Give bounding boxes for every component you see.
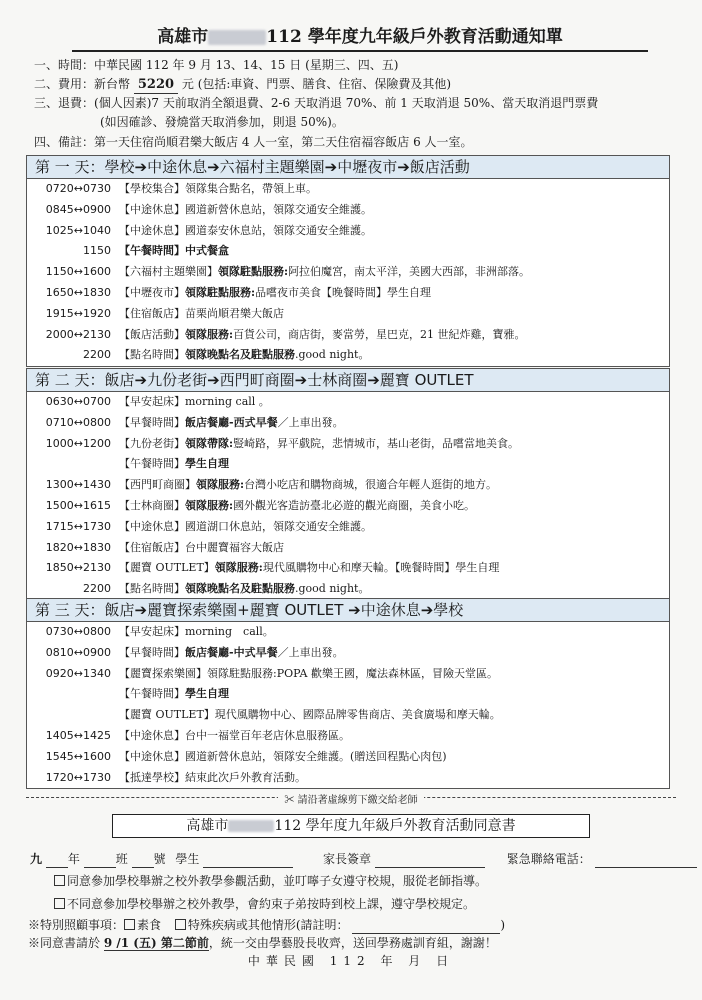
schedule-time: 1650↔1830 [45,285,111,299]
schedule-time: 1405↔1425 [45,728,111,742]
schedule-row [27,579,669,600]
schedule-tag: 【早安起床】 [119,395,185,408]
schedule-time: 1715↔1730 [45,519,111,533]
schedule-tag: 【午餐時間】 [119,687,185,701]
schedule-time: 0630↔0700 [45,395,111,408]
schedule-desc [119,558,499,579]
vegetarian-checkbox[interactable] [124,919,135,930]
day-one-schedule [26,155,670,367]
schedule-desc [119,475,497,496]
schedule-desc [119,283,431,304]
schedule-tag: 【麗寶 OUTLET】 [119,708,215,722]
day-two-schedule [26,368,670,601]
schedule-text: 阿拉伯魔宮，南太平洋，美國大西部，非洲部落。 [288,265,531,279]
schedule-tag: 【士林商圈】 [119,498,185,512]
day-two-rows [27,392,669,600]
schedule-desc [119,768,306,789]
schedule-row [27,434,669,455]
schedule-tag: 【點名時間】 [119,348,185,362]
deadline-date: 9 /1 (五) 第二節前 [103,936,209,950]
disagree-checkbox[interactable] [54,898,65,909]
schedule-row [27,643,669,664]
schedule-row [27,221,669,242]
schedule-desc [119,325,526,346]
schedule-text: 國道新營休息站，領隊交通安全維護。 [185,202,372,216]
day-three-schedule [26,598,670,789]
schedule-text: 苗栗尚順君樂大飯店 [185,306,284,320]
day-three-rows [27,622,669,788]
info-refund: 三、退費：(個人因素)7 天前取消全額退費、2-6 天取消退 70%、前 1 天取消退 50%、當天取消退門票費 [34,96,599,110]
schedule-row [27,726,669,747]
info-remarks: 四、備註：第一天住宿尚順君樂大飯店 4 人一室，第二天住宿福容飯店 6 人一室。 [34,135,473,149]
schedule-time: 2200 [83,582,111,596]
schedule-desc [119,684,229,705]
schedule-row [27,475,669,496]
schedule-desc [119,241,229,262]
schedule-time: 0710↔0800 [45,415,111,429]
schedule-row [27,538,669,559]
agree-option: 同意參加學校舉辦之校外教學參觀活動，並叮嚀子女遵守校規，服從老師指導。 [54,872,487,890]
schedule-time: 1150 [83,244,111,258]
schedule-tag: 【學校集合】 [119,182,185,195]
schedule-time: 2000↔2130 [45,327,111,341]
year-blank[interactable] [46,853,68,868]
class-blank[interactable] [84,853,116,868]
schedule-time: 1500↔1615 [45,498,111,512]
schedule-time: 1150↔1600 [45,265,111,279]
schedule-row [27,200,669,221]
schedule-tag: 【中途休息】 [119,223,185,237]
schedule-service: 領隊服務: [185,498,234,512]
disagree-option: 不同意參加學校舉辦之校外教學，會約束子弟按時到校上課，遵守學校規定。 [54,895,475,913]
signature-date: 中華民國 112 年 月 日 [247,954,455,968]
schedule-tag: 【麗寶 OUTLET】 [119,561,215,575]
notice-title: 高雄市 112 學年度九年級戶外教育活動通知單 [72,24,648,52]
schedule-row [27,558,669,579]
schedule-tag: 【中途休息】 [119,202,185,216]
schedule-service: 領隊駐點服務: [185,285,256,299]
schedule-text: 國道湖口休息站，領隊交通安全維護。 [185,519,372,533]
schedule-tag: 【中途休息】 [119,519,185,533]
agree-checkbox[interactable] [54,875,65,886]
schedule-tag: 【午餐時間】 [119,244,185,258]
schedule-desc [119,413,344,434]
illness-checkbox[interactable] [175,919,186,930]
schedule-time: 1545↔1600 [45,749,111,763]
student-name-blank[interactable] [203,853,293,868]
schedule-time: 2200 [83,348,111,362]
schedule-text: 結束此次戶外教育活動。 [185,770,306,784]
schedule-tag: 【早餐時間】 [119,415,185,429]
emergency-phone-blank[interactable] [595,853,697,868]
schedule-desc [119,434,519,455]
schedule-service: 學生自理 [185,687,229,701]
schedule-row [27,413,669,434]
schedule-row [27,179,669,200]
schedule-service: 領隊帶隊: [185,436,234,450]
schedule-tag: 【中途休息】 [119,728,185,742]
schedule-desc [119,179,317,200]
schedule-row [27,517,669,538]
consent-title: 高雄市 112 學年度九年級戶外教育活動同意書 [112,814,590,838]
schedule-row [27,304,669,325]
schedule-time: 1915↔1920 [45,306,111,320]
redacted-school-name [208,30,266,45]
schedule-time: 0810↔0900 [45,645,111,659]
schedule-text: 豎崎路，昇平戲院，悲情城市，基山老街，品嚐當地美食。 [233,436,520,450]
schedule-service: 領隊服務: [196,478,245,492]
fee-amount: 5220 [134,76,178,94]
schedule-text: 百貨公司，商店街，麥當勞，星巴克，21 世紀炸雞，寶雅。 [233,327,526,341]
schedule-text: .good night。 [295,348,370,362]
schedule-desc [119,392,270,413]
schedule-row [27,345,669,366]
schedule-service: 領隊晚點名及駐點服務 [185,348,295,362]
schedule-desc [119,454,229,475]
schedule-desc [119,664,498,685]
schedule-text: .good night。 [295,582,370,596]
schedule-desc [119,643,344,664]
cut-instruction: ✂ 請沿著虛線剪下繳交給老師 [0,791,702,806]
schedule-tag: 【點名時間】 [119,582,185,596]
info-refund-note: (如因確診、發燒當天取消參加，則退 50%)。 [100,115,344,129]
schedule-time: 0730↔0800 [45,625,111,638]
schedule-tag: 【西門町商圈】 [119,478,196,492]
day-three-header: 第 三 天：飯店➔麗寶探索樂園+麗寶 OUTLET ➔中途休息➔學校 [27,599,669,622]
schedule-tag: 【九份老街】 [119,436,185,450]
schedule-desc [119,262,530,283]
schedule-tag: 【抵達學校】 [119,770,185,784]
schedule-text: 國道新營休息站，領隊安全維護。(贈送回程點心肉包) [185,749,447,763]
schedule-desc [119,345,369,366]
schedule-desc [119,622,274,643]
schedule-text: 領隊集合點名，帶領上車。 [185,182,317,195]
schedule-row [27,705,669,726]
schedule-text: 台中麗寶福容大飯店 [185,540,284,554]
parent-signature-blank[interactable] [375,853,485,868]
day-one-header: 第 一 天：學校➔中途休息➔六福村主題樂園➔中壢夜市➔飯店活動 [27,156,669,179]
schedule-row [27,664,669,685]
number-blank[interactable] [132,853,154,868]
schedule-tag: 【午餐時間】 [119,457,185,471]
schedule-time: 1000↔1200 [45,436,111,450]
schedule-text: 台灣小吃店和購物商城，很適合年輕人逛街的地方。 [244,478,498,492]
schedule-time: 1820↔1830 [45,540,111,554]
schedule-desc [119,705,501,726]
schedule-row [27,262,669,283]
schedule-time: 0920↔1340 [45,666,111,680]
schedule-desc [119,726,350,747]
schedule-time: 0720↔0730 [45,182,111,195]
schedule-desc [119,579,369,600]
grade-label: 九 [30,852,43,866]
schedule-row [27,496,669,517]
schedule-time: 1025↔1040 [45,223,111,237]
schedule-service: 飯店餐廳-西式早餐 [185,415,278,429]
day-two-header: 第 二 天：飯店➔九份老街➔西門町商圈➔士林商圈➔麗寶 OUTLET [27,369,669,392]
schedule-service: 領隊駐點服務: [218,265,289,279]
schedule-desc [119,496,475,517]
schedule-tag: 【早餐時間】 [119,645,185,659]
schedule-service: 中式餐盒 [185,244,229,258]
schedule-text: 現代風購物中心、國際品牌零售商店、美食廣場和摩天輪。 [214,708,501,722]
schedule-service: 飯店餐廳-中式早餐 [185,645,278,659]
schedule-text: ／上車出發。 [277,415,344,429]
schedule-desc [119,200,372,221]
schedule-tag: 【中壢夜市】 [119,285,185,299]
schedule-tag: 【麗寶探索樂園】 [119,666,207,680]
schedule-time: 0845↔0900 [45,202,111,216]
schedule-desc [119,304,284,325]
schedule-row [27,622,669,643]
schedule-time: 1300↔1430 [45,478,111,492]
schedule-row [27,325,669,346]
schedule-text: 台中一福堂百年老店休息服務區。 [185,728,350,742]
schedule-text: morning call。 [185,625,274,638]
schedule-row [27,241,669,262]
schedule-desc [119,517,372,538]
schedule-text: 品嚐夜市美食【晚餐時間】學生自理 [255,285,432,299]
schedule-tag: 【中途休息】 [119,749,185,763]
schedule-tag: 【住宿飯店】 [119,540,185,554]
schedule-text: morning call 。 [185,395,270,408]
schedule-desc [119,747,447,768]
schedule-row [27,454,669,475]
schedule-time: 1850↔2130 [45,561,111,575]
schedule-tag: 【飯店活動】 [119,327,185,341]
schedule-text: 國道泰安休息站，領隊交通安全維護。 [185,223,372,237]
schedule-row [27,768,669,789]
schedule-tag: 【住宿飯店】 [119,306,185,320]
deadline-line: ※同意書請於 9 /1 (五) 第二節前，統一交由學藝股長收齊，送回學務處訓育組，謝謝！ [28,936,497,950]
schedule-time: 1720↔1730 [45,770,111,784]
illness-note-blank[interactable] [352,919,500,934]
schedule-service: 領隊服務: [214,561,263,575]
schedule-desc [119,538,284,559]
schedule-row [27,684,669,705]
special-care-line: ※特別照顧事項： 素食 特殊疾病或其他情形(請註明： ) [28,918,506,932]
info-fee: 二、費用：新台幣 5220 元 (包括:車資、門票、膳食、住宿、保險費及其他) [34,77,452,92]
student-info-line: 九 年 班 號 學生 家長簽章 緊急聯絡電話： [30,850,697,868]
schedule-tag: 【早安起床】 [119,625,185,638]
schedule-text: 國外觀光客造訪臺北必遊的觀光商圈，美食小吃。 [233,498,476,512]
schedule-service: 領隊服務: [185,327,234,341]
schedule-row [27,283,669,304]
day-one-rows [27,179,669,366]
schedule-text: 領隊駐點服務:POPA 歡樂王國，魔法森林區，冒險天堂區。 [207,666,498,680]
schedule-service: 領隊晚點名及駐點服務 [185,582,295,596]
schedule-row [27,392,669,413]
schedule-text: ／上車出發。 [277,645,344,659]
schedule-desc [119,221,372,242]
info-time: 一、時間：中華民國 112 年 9 月 13、14、15 日 (星期三、四、五) [34,58,399,72]
schedule-row [27,747,669,768]
redacted-school-name-2 [228,820,274,832]
schedule-service: 學生自理 [185,457,229,471]
schedule-tag: 【六福村主題樂園】 [119,265,218,279]
schedule-text: 現代風購物中心和摩天輪。【晚餐時間】學生自理 [262,561,500,575]
